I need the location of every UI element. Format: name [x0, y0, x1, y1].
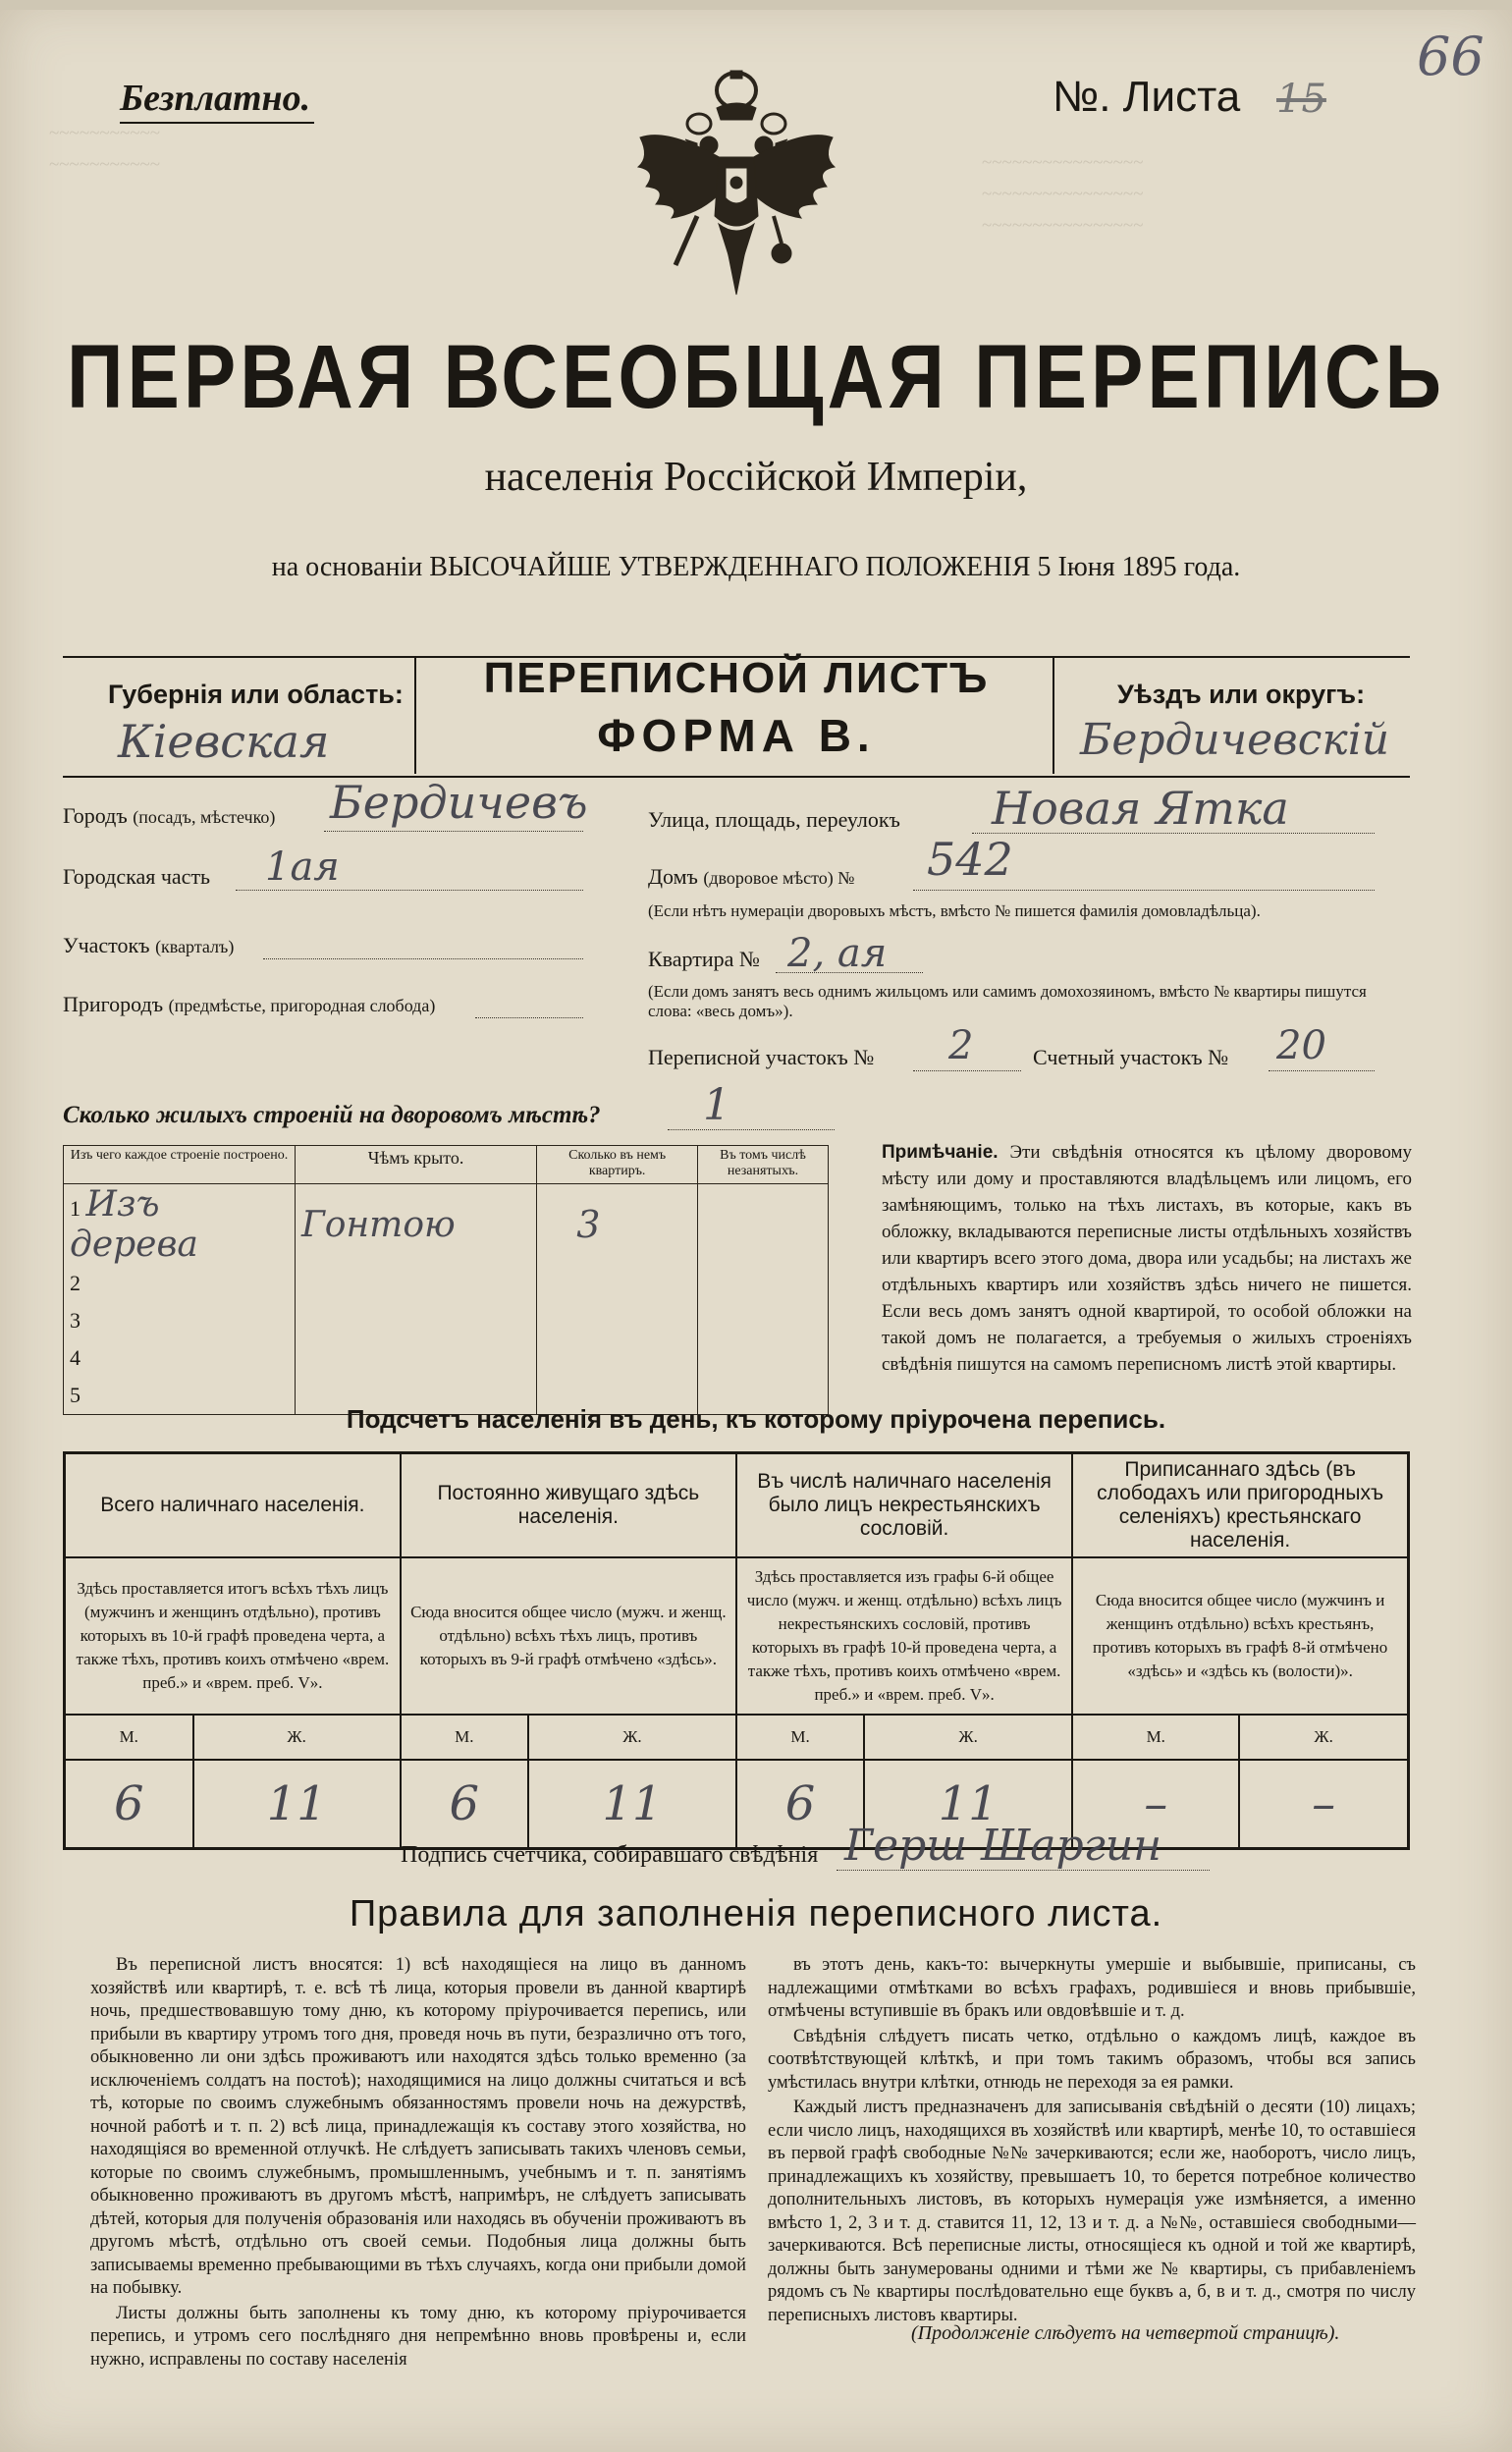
sheet-number-label: №. Листа [1053, 73, 1241, 121]
permanent-male: 6 [401, 1760, 528, 1849]
count-value-row [65, 1760, 1409, 1849]
buildings-question: Сколько жилыхъ строеній на дворовомъ мѣстѣ? [63, 1102, 601, 1128]
male-label: М. [736, 1715, 864, 1760]
city-part-label: Городская часть [63, 864, 211, 889]
gubernia-value: Кіевская [118, 715, 330, 768]
count-title: Подсчетъ населенія въ день, къ которому пріурочена перепись. [346, 1404, 1166, 1434]
rules-paragraph: Въ переписной листъ вносятся: 1) всѣ находящіеся на лицо въ данномъ хозяйствѣ или квартирѣ, т. е. всѣ тѣ лица, которыя провели въ данной квартирѣ ночь, предшествовавшую тому дню, къ которому пріурочивается перепись, или прибыли въ квартиру утромъ того дня, проведя ночь въ пути, безразлично отъ того, обыкновенно ли они здѣсь проживаютъ или находятся здѣсь только временно (за исключеніемъ солдатъ на постоѣ); находящимися на лицо должны считаться и всѣ тѣ, которые по своимъ служебнымъ обязанностямъ провели ночь на дежурствѣ, ночной работѣ и т. п. 2) всѣ лица, принадлежащія къ составу этого хозяйства, но находящіяся во временной отлучкѣ. Не слѣдуетъ записывать такихъ членовъ семьи, которые по своимъ служебнымъ, промышленнымъ, учебнымъ и т. п. занятіямъ обыкновенно проживаютъ въ другомъ мѣстѣ, напримѣръ, не слѣдуетъ записывать дѣтей, которыя для полученія образованія или находясь въ обученіи проживаютъ въ другомъ мѣстѣ, отдѣльно отъ своей семьи. Подобныя лица должны быть записываемы временно пребывающими въ тѣхъ случаяхъ, когда они прибыли домой на побывку. [90, 1955, 746, 2298]
city-hint: (посадъ, мѣстечко) [133, 807, 276, 827]
count-desc-row [65, 1557, 1409, 1715]
total-male: 6 [65, 1760, 193, 1849]
row-roof: Гонтою [295, 1184, 536, 1266]
male-label: М. [1072, 1715, 1239, 1760]
count-section-value: 20 [1276, 1023, 1326, 1068]
suburb-hint: (предмѣстье, пригородная слобода) [168, 996, 436, 1015]
house-note: (Если нѣтъ нумераціи дворовыхъ мѣстъ, вмѣсто № пишется фамилія домовладѣльца). [648, 901, 1261, 920]
census-section-line [913, 1070, 1021, 1071]
section-hint: (кварталъ) [155, 937, 235, 956]
peasant-female: – [1239, 1760, 1408, 1849]
page-edge [0, 0, 1512, 10]
nonpeasant-male: 6 [736, 1760, 864, 1849]
female-label: Ж. [528, 1715, 736, 1760]
buildings-row [64, 1265, 829, 1302]
street-value: Новая Ятка [992, 782, 1289, 835]
section-label: Участокъ [63, 933, 150, 957]
main-title: ПЕРВАЯ ВСЕОБЩАЯ ПЕРЕПИСЬ [67, 326, 1445, 427]
count-sex-row [65, 1715, 1409, 1760]
count-desc: Сюда вносится общее число (мужч. и женщ. отдѣльно) всѣхъ тѣхъ лицъ, противъ которыхъ въ 9-й графѣ отмѣчено «здѣсь». [401, 1557, 736, 1715]
house-hint: (дворовое мѣсто) № [703, 868, 855, 888]
uezd-label: Уѣздъ или округъ: [1117, 680, 1366, 709]
count-col-nonpeasant: Въ числѣ наличнаго населенія было лицъ некрестьянскихъ сословій. [736, 1453, 1072, 1558]
apartment-note: (Если домъ занятъ весь однимъ жильцомъ или самимъ домохозяиномъ, вмѣсто № квартиры пишутся слова: «весь домъ»). [648, 982, 1367, 1020]
count-desc: Здѣсь проставляется итогъ всѣхъ тѣхъ лицъ (мужчинъ и женщинъ отдѣльно), противъ которыхъ въ 10-й графѣ проведена черта, а также тѣхъ, противъ коихъ отмѣчено «врем. преб.» и «врем. преб. V». [65, 1557, 401, 1715]
female-label: Ж. [864, 1715, 1072, 1760]
section-field [63, 933, 234, 958]
row-number: 5 [64, 1377, 296, 1415]
rules-paragraph: въ этотъ день, какъ-то: вычеркнуты умершіе и выбывшіе, приписаны, съ надлежащими отмѣтками во всѣхъ графахъ, родившіеся и вновь прибывшіе, отмѣчены вступившіе въ бракъ или овдовѣвшіе и т. д. [768, 1955, 1416, 2021]
buildings-answer: 1 [703, 1080, 730, 1130]
legal-basis: на основаніи ВЫСОЧАЙШЕ УТВЕРЖДЕННАГО ПОЛОЖЕНІЯ 5 Іюня 1895 года. [271, 552, 1241, 582]
count-col-permanent: Постоянно живущаго здѣсь населенія. [401, 1453, 736, 1558]
female-label: Ж. [193, 1715, 401, 1760]
count-desc: Сюда вносится общее число (мужчинъ и женщинъ отдѣльно) всѣхъ крестьянъ, противъ которыхъ въ графѣ 8-й отмѣчено «здѣсь» и «здѣсь къ (волости)». [1072, 1557, 1408, 1715]
census-section-value: 2 [948, 1023, 974, 1068]
city-value: Бердичевъ [330, 776, 588, 829]
row-apartments: 3 [537, 1184, 698, 1266]
house-value: 542 [927, 833, 1013, 886]
total-female: 11 [193, 1760, 401, 1849]
row-number: 2 [64, 1265, 296, 1302]
row-vacant [698, 1184, 829, 1266]
bleed-through-right: ~~~~~~~~~~~~~~~~ ~~~~~~~~~~~~~~~~ ~~~~~~~~~~~~~~~~ [982, 152, 1144, 236]
note [882, 1139, 1412, 1378]
uezd-value: Бердичевскій [1080, 715, 1390, 765]
sheet-title: ПЕРЕПИСНОЙ ЛИСТЪ [483, 654, 990, 702]
count-section-line [1269, 1070, 1375, 1071]
form-letter: ФОРМА В. [597, 710, 876, 761]
count-col-total: Всего наличнаго населенія. [65, 1453, 401, 1558]
enumerator-signature: Герш Шаргин [844, 1821, 1162, 1871]
male-label: М. [401, 1715, 528, 1760]
peasant-male: – [1072, 1760, 1239, 1849]
count-desc: Здѣсь проставляется изъ графы 6-й общее число (мужч. и женщ. отдѣльно) всѣхъ лицъ некрестьянскихъ сословій, противъ которыхъ въ графѣ 10-й проведена черта, а также тѣхъ, противъ коихъ отмѣчено «врем. преб.» и «врем. преб. V». [736, 1557, 1072, 1715]
sheet-number-value: 15 [1276, 77, 1326, 122]
house-line [913, 890, 1375, 891]
buildings-row [64, 1339, 829, 1377]
buildings-table [63, 1145, 829, 1415]
col-apartments: Сколько въ немъ квартиръ. [537, 1146, 698, 1184]
note-label: Примѣчаніе. [882, 1142, 999, 1163]
apartment-label: Квартира № [648, 947, 760, 971]
male-label: М. [65, 1715, 193, 1760]
col-roof: Чѣмъ крыто. [295, 1146, 536, 1184]
suburb-line [475, 1017, 583, 1018]
imperial-eagle-emblem [628, 69, 844, 304]
street-label: Улица, площадь, переулокъ [648, 807, 900, 832]
rules-paragraph: Свѣдѣнія слѣдуетъ писать четко, отдѣльно о каждомъ лицѣ, каждое въ соотвѣтствующей клѣткѣ, и при томъ такимъ образомъ, чтобы вся запись умѣстилась внутри клѣтки, отнюдь не переходя за ея рамки. [768, 2026, 1416, 2093]
buildings-answer-line [668, 1129, 835, 1130]
free-label: Безплатно. [120, 77, 314, 124]
city-line [324, 831, 583, 832]
subtitle: населенія Россійской Имперіи, [484, 455, 1028, 500]
note-text: Эти свѣдѣнія относятся къ цѣлому дворовому мѣсту или дому и проставляются владѣльцемъ или лицомъ, его замѣняющимъ, только на тѣхъ листахъ, въ которые, какъ въ обложку, вкладываются переписные листы отдѣльныхъ хозяйствъ или квартиръ всего этого дома, двора или усадьбы; на листахъ же отдѣльныхъ квартиръ или хозяйствъ здѣсь ничего не пишется. Если весь домъ занятъ одной квартирой, то особой обложки на такой домъ не полагается, а требуемыя о жилыхъ строеніяхъ свѣдѣнія пишутся на самомъ переписномъ листѣ этой квартиры. [882, 1142, 1412, 1375]
buildings-header-row [64, 1146, 829, 1184]
count-head-row [65, 1453, 1409, 1558]
permanent-female: 11 [528, 1760, 736, 1849]
rules-paragraph: Каждый листъ предназначенъ для записыванія свѣдѣній о десяти (10) лицахъ; если число лицъ, находящихся въ хозяйствѣ или квартирѣ, менѣе 10, то оставшіеся въ первой графѣ свободные №№ зачеркиваются; если же, наоборотъ, число лицъ, принадлежащихъ къ хозяйству, превышаетъ 10, то берется потребное количество дополнительныхъ листовъ, въ которыхъ нумерація уже измѣняется, а именно вмѣсто 1, 2, 3 и т. д. ставится 11, 12, 13 и т. д. а №№, оставшіеся свободными—зачеркиваются. Всѣ переписные листы, относящіеся къ одной и той же квартирѣ, должны быть занумерованы одними и тѣми же № квартиры, съ прибавленіемъ рядомъ съ № квартиры послѣдовательно еще буквъ а, б, в и т. д., смотря по числу переписныхъ листовъ квартиры. [768, 2098, 1416, 2325]
rules-title: Правила для заполненія переписного листа. [349, 1893, 1163, 1934]
rules-left-column [90, 1954, 746, 2373]
enumerator-signature-label: Подпись счетчика, собиравшаго свѣдѣнія [401, 1842, 819, 1868]
nonpeasant-female: 11 [864, 1760, 1072, 1849]
rules-right-column [768, 1954, 1416, 2329]
house-label: Домъ [648, 864, 698, 889]
house-field [648, 864, 854, 890]
buildings-row [64, 1184, 829, 1266]
city-label: Городъ [63, 803, 128, 828]
suburb-field [63, 992, 435, 1017]
census-section-label: Переписной участокъ № [648, 1045, 875, 1069]
gubernia-label: Губернія или область: [108, 680, 404, 709]
row-number: 3 [64, 1302, 296, 1339]
city-part-line [236, 890, 583, 891]
row-number: 4 [64, 1339, 296, 1377]
city-part-value: 1ая [265, 845, 340, 890]
page-number: 66 [1417, 26, 1485, 87]
col-material: Изъ чего каждое строеніе построено. [64, 1146, 296, 1184]
count-section-label: Счетный участокъ № [1033, 1045, 1229, 1069]
buildings-row [64, 1302, 829, 1339]
col-vacant: Въ томъ числѣ незанятыхъ. [698, 1146, 829, 1184]
rules-paragraph: Листы должны быть заполнены къ тому дню, къ которому пріурочивается перепись, и утромъ сего послѣдняго дня непремѣнно вновь провѣрены и, если нужно, исправлены по составу населенія [90, 2303, 746, 2370]
female-label: Ж. [1239, 1715, 1408, 1760]
row-material: Изъ дерева [70, 1184, 198, 1265]
row-number: 1 [70, 1196, 81, 1221]
apartment-value: 2, ая [787, 931, 888, 976]
population-count-table [63, 1451, 1410, 1850]
bleed-through-left: ~~~~~~~~~~~ ~~~~~~~~~~~ [49, 123, 161, 175]
suburb-label: Пригородъ [63, 992, 164, 1016]
section-line [263, 958, 583, 959]
continued-note: (Продолженіе слѣдуетъ на четвертой страницѣ). [911, 2322, 1340, 2344]
count-col-peasant: Приписаннаго здѣсь (въ слободахъ или пригородныхъ селеніяхъ) крестьянскаго населенія. [1072, 1453, 1408, 1558]
